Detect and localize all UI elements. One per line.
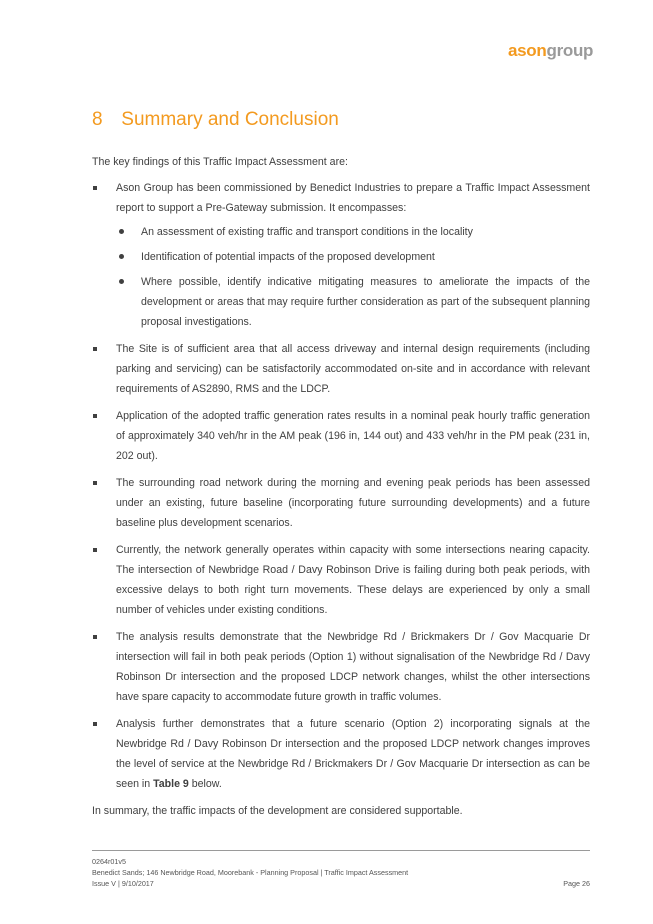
square-bullet-icon bbox=[93, 347, 97, 351]
square-bullet-icon bbox=[93, 414, 97, 418]
finding-text: The Site is of sufficient area that all access driveway and internal design requirements (including parking and servicing) can be satisfactorily accommodated on-site and in accordance with relevant requirements of AS2890, RMS and the LDCP. bbox=[116, 343, 590, 395]
scope-text: Identification of potential impacts of the proposed development bbox=[141, 251, 435, 263]
square-bullet-icon bbox=[93, 722, 97, 726]
logo-part-ason: ason bbox=[508, 41, 547, 60]
finding-item bbox=[92, 627, 590, 707]
page-number: Page 26 bbox=[563, 879, 590, 888]
finding-item bbox=[92, 714, 590, 794]
finding-text: The analysis results demonstrate that the Newbridge Rd / Brickmakers Dr / Gov Macquarie Dr intersection will fail in both peak periods (Option 1) without signalisation of the Newbridge Rd / Davy Robinson Dr intersection and the proposed LDCP network changes, whilst the other intersections have spare capacity to accommodate future growth in traffic volumes. bbox=[116, 631, 590, 703]
round-bullet-icon bbox=[119, 229, 124, 234]
finding-text: Ason Group has been commissioned by Benedict Industries to prepare a Traffic Impact Assessment report to support a Pre-Gateway submission. It encompasses: bbox=[116, 182, 590, 214]
round-bullet-icon bbox=[119, 279, 124, 284]
square-bullet-icon bbox=[93, 481, 97, 485]
finding-item bbox=[92, 540, 590, 620]
finding-item bbox=[92, 473, 590, 533]
table-reference: Table 9 bbox=[153, 778, 189, 790]
section-heading bbox=[92, 109, 339, 131]
scope-item bbox=[116, 247, 590, 267]
finding-item bbox=[92, 178, 590, 332]
issue-info: Issue V | 9/10/2017 bbox=[92, 879, 154, 888]
finding-item bbox=[92, 339, 590, 399]
finding-text-end: below. bbox=[188, 778, 222, 790]
findings-list bbox=[92, 178, 590, 794]
scope-list bbox=[116, 222, 590, 332]
square-bullet-icon bbox=[93, 186, 97, 190]
body-content bbox=[92, 152, 590, 821]
project-title: Benedict Sands; 146 Newbridge Road, Moorebank - Planning Proposal | Traffic Impact Assessment bbox=[92, 868, 409, 877]
section-title: Summary and Conclusion bbox=[121, 109, 339, 130]
logo-part-group: group bbox=[546, 41, 594, 60]
finding-text-start: Analysis further demonstrates that a future scenario (Option 2) incorporating signals at the Newbridge Rd / Davy Robinson Dr intersection and the proposed LDCP network changes improves the level of service at the Newbridge Rd / Brickmakers Dr / Gov Macquarie Dr intersection as can be seen in bbox=[116, 718, 590, 790]
page-footer bbox=[92, 856, 590, 889]
square-bullet-icon bbox=[93, 548, 97, 552]
scope-item bbox=[116, 222, 590, 242]
scope-text: Where possible, identify indicative mitigating measures to ameliorate the impacts of the development or areas that may require further consideration as part of the subsequent planning proposal investigations. bbox=[141, 276, 590, 328]
footer-divider bbox=[92, 850, 590, 851]
intro-paragraph: The key findings of this Traffic Impact Assessment are: bbox=[92, 156, 348, 168]
round-bullet-icon bbox=[119, 254, 124, 259]
summary-paragraph: In summary, the traffic impacts of the development are considered supportable. bbox=[92, 805, 463, 817]
scope-text: An assessment of existing traffic and transport conditions in the locality bbox=[141, 226, 473, 238]
square-bullet-icon bbox=[93, 635, 97, 639]
ason-group-logo bbox=[508, 41, 593, 61]
document-reference: 0264r01v5 bbox=[92, 857, 126, 866]
finding-item bbox=[92, 406, 590, 466]
finding-text: The surrounding road network during the morning and evening peak periods has been assessed under an existing, future baseline (incorporating future surrounding developments) and a future baseline plus development scenarios. bbox=[116, 477, 590, 529]
finding-text: Application of the adopted traffic generation rates results in a nominal peak hourly traffic generation of approximately 340 veh/hr in the AM peak (196 in, 144 out) and 433 veh/hr in the PM peak (231 in, 202 out). bbox=[116, 410, 590, 462]
scope-item bbox=[116, 272, 590, 332]
finding-text: Currently, the network generally operates within capacity with some intersections nearing capacity. The intersection of Newbridge Road / Davy Robinson Drive is failing during both peak periods, with excessive delays to both right turn movements. These delays are experienced by only a small number of vehicles under existing conditions. bbox=[116, 544, 590, 616]
section-number: 8 bbox=[92, 109, 103, 130]
